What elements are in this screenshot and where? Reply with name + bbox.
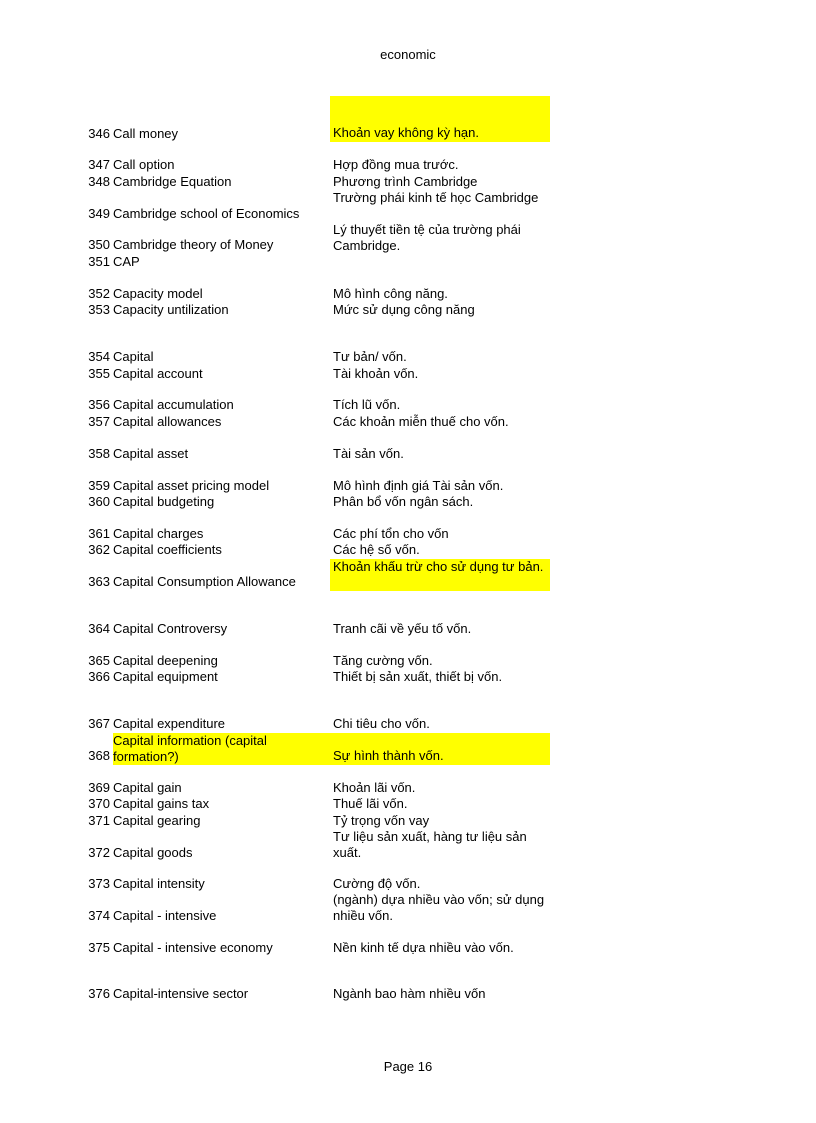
entry-term: Capital gains tax	[113, 796, 210, 811]
entry-number: 369	[88, 780, 110, 795]
entry-translation: Tư bản/ vốn.	[333, 349, 407, 364]
entry-number: 370	[88, 796, 110, 811]
entry-number: 353	[88, 302, 110, 317]
entry-translation: Sự hình thành vốn.	[330, 733, 550, 765]
entry-number: 348	[88, 174, 110, 189]
entry-number: 376	[88, 986, 110, 1001]
entry-translation: Tỷ trọng vốn vay	[333, 813, 430, 828]
entry-number: 350	[88, 237, 110, 252]
entry-translation: Thuế lãi vốn.	[333, 796, 408, 811]
entry-number: 364	[88, 621, 110, 636]
entry-term: Capital - intensive	[113, 908, 217, 923]
entry-term: Cambridge theory of Money	[113, 237, 274, 252]
entry-translation: Tư liệu sản xuất, hàng tư liệu sản xuất.	[333, 829, 527, 860]
entry-translation: Tranh cãi về yếu tố vốn.	[333, 621, 472, 636]
entry-number: 346	[88, 126, 110, 141]
entry-number: 375	[88, 940, 110, 955]
entry-term: Capital asset pricing model	[113, 478, 270, 493]
entry-translation: Lý thuyết tiền tệ của trường phái Cambridge.	[333, 222, 521, 253]
entry-term: Capital budgeting	[113, 494, 215, 509]
entry-term: Capital allowances	[113, 414, 222, 429]
entry-term: Capital deepening	[113, 653, 218, 668]
entry-number: 367	[88, 716, 110, 731]
entry-number: 351	[88, 254, 110, 269]
entry-term: Capital - intensive economy	[113, 940, 273, 955]
entry-term: Capital gain	[113, 780, 182, 795]
entry-translation: Trường phái kinh tế học Cambridge	[333, 190, 539, 205]
entry-number: 368	[88, 748, 110, 763]
entry-number: 355	[88, 366, 110, 381]
entry-number: 352	[88, 286, 110, 301]
entry-translation: (ngành) dựa nhiều vào vốn; sử dụng nhiều vốn.	[333, 892, 545, 923]
entry-term: Capital asset	[113, 446, 189, 461]
entry-term: Capacity untilization	[113, 302, 229, 317]
entry-translation: Nền kinh tế dựa nhiều vào vốn.	[333, 940, 514, 955]
entry-term: Capital intensity	[113, 876, 205, 891]
entry-number: 361	[88, 526, 110, 541]
entry-translation: Ngành bao hàm nhiều vốn	[333, 986, 486, 1001]
entry-term: Capital Consumption Allowance	[113, 574, 296, 589]
entry-translation: Mô hình công năng.	[333, 286, 448, 301]
entry-number: 366	[88, 669, 110, 684]
entry-translation: Khoản khấu trừ cho sử dụng tư bản.	[330, 559, 550, 591]
entry-translation: Mô hình định giá Tài sản vốn.	[333, 478, 504, 493]
entry-number: 362	[88, 542, 110, 557]
entry-number: 358	[88, 446, 110, 461]
entry-number: 374	[88, 908, 110, 923]
entry-translation: Thiết bị sản xuất, thiết bị vốn.	[333, 669, 503, 684]
entry-number: 354	[88, 349, 110, 364]
entry-term: CAP	[113, 254, 140, 269]
entry-translation: Khoản lãi vốn.	[333, 780, 416, 795]
entry-term: Capital equipment	[113, 669, 218, 684]
entry-term: Capital Controversy	[113, 621, 228, 636]
entry-translation: Hợp đồng mua trước.	[333, 157, 459, 172]
entry-term: Capital account	[113, 366, 203, 381]
entry-term: Capital gearing	[113, 813, 201, 828]
entry-translation: Các hệ số vốn.	[333, 542, 420, 557]
entry-term: Call money	[113, 126, 179, 141]
entry-translation: Cường độ vốn.	[333, 876, 421, 891]
entry-translation: Tài khoản vốn.	[333, 366, 419, 381]
entry-term: Capital charges	[113, 526, 204, 541]
entry-number: 365	[88, 653, 110, 668]
entry-number: 347	[88, 157, 110, 172]
entry-term: Capital	[113, 349, 154, 364]
entry-number: 363	[88, 574, 110, 589]
entry-term: Capital goods	[113, 845, 193, 860]
entry-translation: Khoản vay không kỳ hạn.	[330, 96, 550, 142]
entry-number: 349	[88, 206, 110, 221]
entry-term: Capacity model	[113, 286, 203, 301]
entry-translation: Tăng cường vốn.	[333, 653, 433, 668]
entry-number: 360	[88, 494, 110, 509]
entry-term: Cambridge school of Economics	[113, 206, 300, 221]
entry-term: Cambridge Equation	[113, 174, 232, 189]
entry-term: Capital accumulation	[113, 397, 234, 412]
entry-number: 357	[88, 414, 110, 429]
entry-translation: Phương trình Cambridge	[333, 174, 478, 189]
entry-number: 371	[88, 813, 110, 828]
entry-number: 359	[88, 478, 110, 493]
entry-term: Capital-intensive sector	[113, 986, 249, 1001]
page-header: economic	[380, 47, 436, 62]
entry-translation: Tích lũ vốn.	[333, 397, 401, 412]
entry-term: Capital expenditure	[113, 716, 226, 731]
entry-translation: Các khoản miễn thuế cho vốn.	[333, 414, 509, 429]
entry-translation: Phân bổ vốn ngân sách.	[333, 494, 474, 509]
entry-number: 372	[88, 845, 110, 860]
entry-translation: Chi tiêu cho vốn.	[333, 716, 430, 731]
entry-translation: Mức sử dụng công năng	[333, 302, 475, 317]
entry-term: Call option	[113, 157, 175, 172]
page-number: Page 16	[383, 1059, 433, 1074]
entry-term: Capital information (capital formation?)	[113, 733, 330, 765]
entry-translation: Các phí tổn cho vốn	[333, 526, 449, 541]
entry-number: 373	[88, 876, 110, 891]
entry-number: 356	[88, 397, 110, 412]
entry-translation: Tài sản vốn.	[333, 446, 404, 461]
entry-term: Capital coefficients	[113, 542, 222, 557]
